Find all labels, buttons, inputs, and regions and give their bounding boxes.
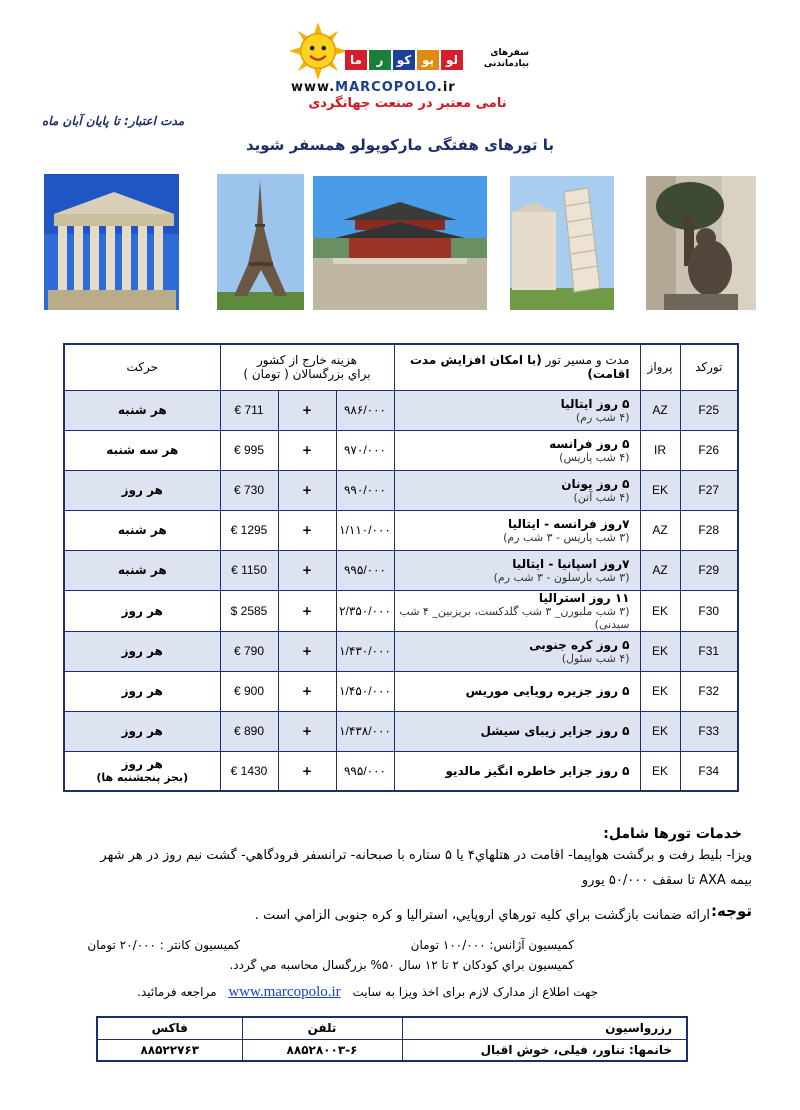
logo-tile: لو <box>441 50 463 70</box>
fax-number: ۸۸۵۲۲۷۶۳ <box>97 1039 242 1061</box>
route-title: ۵ روز کره جنوبی <box>529 637 630 652</box>
departure-days <box>64 711 220 751</box>
departure-text: هر روز <box>121 603 163 618</box>
parthenon-photo <box>44 174 179 310</box>
table-row <box>64 510 738 550</box>
visa-info-before: جهت اطلاع از مدارک لازم برای اخذ ویزا به سایت <box>352 985 598 999</box>
route-nights: (۴ شب آتن) <box>573 490 630 504</box>
departure-exception: (بجز پنجشنبه ها) <box>96 771 189 785</box>
logo-tile: ر <box>369 50 391 70</box>
price-foreign: 711 € <box>220 390 278 430</box>
tour-code: F33 <box>680 711 738 751</box>
departure-text: هر سه شنبه <box>106 443 179 457</box>
website-link[interactable]: www.marcopolo.ir <box>228 984 341 1000</box>
plus-sign: + <box>278 711 336 751</box>
counter-commission: کمیسیون کانتر : ۲۰/۰۰۰ تومان <box>87 938 240 952</box>
plus-sign: + <box>278 751 336 791</box>
route-nights: (۳ شب ملبورن_ ۳ شب گلدکست، بریزبین_ ۴ شب سیدنی) <box>399 604 630 631</box>
departure-days <box>64 510 220 550</box>
route-title: ۵ روز جزایر خاطره انگیز مالدیو <box>445 763 630 778</box>
price-toman: ۲/۳۵۰/۰۰۰ <box>336 590 394 631</box>
airline-code: IR <box>640 430 680 470</box>
contact-value-row <box>97 1039 687 1061</box>
tour-code: F25 <box>680 390 738 430</box>
departure-text: هر روز <box>121 483 163 497</box>
tour-route <box>394 671 640 711</box>
fax-header: فاکس <box>97 1017 242 1039</box>
table-row <box>64 671 738 711</box>
departure-days <box>64 390 220 430</box>
route-title: ۵ روز جزیره رویایی موریس <box>465 684 630 698</box>
plus-sign: + <box>278 671 336 711</box>
table-row <box>64 470 738 510</box>
departure-text: هر روز <box>121 644 163 658</box>
phone-header: تلفن <box>242 1017 402 1039</box>
logo-url-prefix: www. <box>291 80 336 95</box>
header-cost-line1: هزینه خارج از کشور <box>257 353 357 368</box>
departure-text: هر شنبه <box>117 523 167 537</box>
bear-and-strawberry-tree-madrid-photo <box>646 176 756 310</box>
table-row <box>64 711 738 751</box>
note-title: توجه: <box>711 902 752 920</box>
price-foreign: 2585 $ <box>220 590 278 631</box>
reservation-staff: خانمها: تناور، فیلی، خوش اقبال <box>402 1039 687 1061</box>
eiffel-tower-photo <box>217 174 304 310</box>
price-toman: ۱/۴۳۰/۰۰۰ <box>336 631 394 671</box>
header-cost-line2: براي بزرگسالان ( تومان ) <box>243 367 371 382</box>
airline-code: EK <box>640 671 680 711</box>
tour-code: F26 <box>680 430 738 470</box>
price-toman: ۹۹۵/۰۰۰ <box>336 751 394 791</box>
departure-days <box>64 550 220 590</box>
agency-commission: کمیسیون آژانس: ۱۰۰/۰۰۰ تومان <box>410 938 574 952</box>
route-title: ۷روز اسپانیا - ایتالیا <box>512 556 630 571</box>
plus-sign: + <box>278 390 336 430</box>
table-row <box>64 390 738 430</box>
price-toman: ۱/۱۱۰/۰۰۰ <box>336 510 394 550</box>
route-nights: (۳ شب بارسلون - ۳ شب رم) <box>493 570 630 584</box>
phone-number[interactable]: ۸۸۵۲۸۰۰۳-۶ <box>242 1039 402 1061</box>
departure-text: هر روز <box>121 724 163 738</box>
route-title: ۵ روز یونان <box>561 476 630 491</box>
tour-route <box>394 711 640 751</box>
tour-route <box>394 590 640 631</box>
price-toman: ۹۷۰/۰۰۰ <box>336 430 394 470</box>
departure-days <box>64 751 220 791</box>
header-route-bold: (با امکان افزایش مدت اقامت) <box>409 353 630 382</box>
departure-days <box>64 470 220 510</box>
plus-sign: + <box>278 590 336 631</box>
price-foreign: 1295 € <box>220 510 278 550</box>
airline-code: AZ <box>640 510 680 550</box>
tour-route <box>394 550 640 590</box>
table-row <box>64 631 738 671</box>
price-toman: ۹۹۰/۰۰۰ <box>336 470 394 510</box>
tour-code: F34 <box>680 751 738 791</box>
table-row <box>64 751 738 791</box>
marcopolo-logo <box>285 18 530 116</box>
contact-table <box>96 1016 688 1062</box>
plus-sign: + <box>278 470 336 510</box>
reservation-header: رزرواسیون <box>402 1017 687 1039</box>
plus-sign: + <box>278 430 336 470</box>
header-route <box>394 344 640 390</box>
services-line-2: بیمه AXA تا سقف ۵۰/۰۰۰ یورو <box>581 873 752 888</box>
airline-code: EK <box>640 590 680 631</box>
departure-text: هر شنبه <box>117 563 167 577</box>
logo-wordmark <box>345 50 463 70</box>
validity-text: مدت اعتبار: تا پایان آبان ماه <box>42 114 185 128</box>
price-toman: ۹۸۶/۰۰۰ <box>336 390 394 430</box>
route-nights: (۴ شب پاریس) <box>559 450 630 464</box>
visa-info-line <box>137 984 598 1001</box>
route-title: ۵ روز فرانسه <box>549 436 630 451</box>
airline-code: EK <box>640 631 680 671</box>
route-title: ۱۱ روز استرالیا <box>538 590 630 605</box>
header-airline: پرواز <box>640 344 680 390</box>
price-toman: ۱/۴۵۰/۰۰۰ <box>336 671 394 711</box>
route-nights: (۴ شب رم) <box>575 410 630 424</box>
route-nights: (۴ شب سئول) <box>561 651 630 665</box>
departure-days <box>64 430 220 470</box>
route-title: ۷روز فرانسه - ایتالیا <box>508 516 630 531</box>
plus-sign: + <box>278 550 336 590</box>
tour-route <box>394 631 640 671</box>
note-text: ارائه ضمانت بازگشت براي کلیه تورهاي اروپایي، استرالیا و کره جنوبی الزامي است . <box>254 908 710 923</box>
tour-code: F30 <box>680 590 738 631</box>
price-foreign: 1150 € <box>220 550 278 590</box>
departure-text: هر روز <box>121 757 163 772</box>
tour-code: F29 <box>680 550 738 590</box>
logo-url-name: MARCOPOLO <box>335 80 437 95</box>
departure-days <box>64 631 220 671</box>
table-row <box>64 430 738 470</box>
services-title: خدمات تورها شامل: <box>603 826 742 842</box>
route-title: ۵ روز ایتالیا <box>560 396 630 411</box>
tour-route <box>394 390 640 430</box>
airline-code: EK <box>640 470 680 510</box>
logo-tile: کو <box>393 50 415 70</box>
tour-code: F27 <box>680 470 738 510</box>
tour-code: F28 <box>680 510 738 550</box>
price-foreign: 890 € <box>220 711 278 751</box>
logo-tile: ما <box>345 50 367 70</box>
departure-text: هر روز <box>121 684 163 698</box>
tour-code: F31 <box>680 631 738 671</box>
price-foreign: 790 € <box>220 631 278 671</box>
brand-slogan: سفرهای بیادماندنی <box>483 48 529 69</box>
table-row <box>64 550 738 590</box>
price-toman: ۱/۴۳۸/۰۰۰ <box>336 711 394 751</box>
header-tour-code: تورکد <box>680 344 738 390</box>
departure-days <box>64 671 220 711</box>
logo-tagline: نامی معتبر در صنعت جهانگردی <box>308 96 507 111</box>
airline-code: AZ <box>640 550 680 590</box>
sun-mascot-icon <box>289 22 347 80</box>
logo-url-suffix: .ir <box>436 80 456 95</box>
tour-code: F32 <box>680 671 738 711</box>
price-foreign: 1430 € <box>220 751 278 791</box>
price-foreign: 900 € <box>220 671 278 711</box>
tour-table <box>63 343 739 792</box>
price-foreign: 995 € <box>220 430 278 470</box>
child-commission-note: کمیسیون براي کودکان ۲ تا ۱۲ سال ۵۰% بزرگسال محاسبه مي گردد. <box>229 958 574 972</box>
airline-code: AZ <box>640 390 680 430</box>
contact-header-row <box>97 1017 687 1039</box>
departure-days <box>64 590 220 631</box>
gyeongbokgung-palace-photo <box>313 176 487 310</box>
logo-url <box>291 80 456 95</box>
route-title: ۵ روز جزایر زیبای سیشل <box>480 724 630 738</box>
plus-sign: + <box>278 631 336 671</box>
route-nights: (۳ شب پاریس - ۳ شب رم) <box>503 530 630 544</box>
header-departure: حرکت <box>64 344 220 390</box>
services-line-1: ویزا- بلیط رفت و برگشت هواپیما- اقامت در هتلهاي۴ یا ۵ ستاره با صبحانه- ترانسفر فرودگاهي- گشت نیم روز در هر شهر <box>100 848 752 863</box>
table-header-row <box>64 344 738 390</box>
tour-route <box>394 751 640 791</box>
price-toman: ۹۹۵/۰۰۰ <box>336 550 394 590</box>
header-cost <box>220 344 394 390</box>
header-route-prefix: مدت و مسیر تور <box>545 353 630 368</box>
airline-code: EK <box>640 751 680 791</box>
airline-code: EK <box>640 711 680 751</box>
plus-sign: + <box>278 510 336 550</box>
visa-info-after: مراجعه فرمائید. <box>137 985 217 999</box>
logo-tile: پو <box>417 50 439 70</box>
tour-route <box>394 430 640 470</box>
departure-text: هر شنبه <box>117 403 167 417</box>
price-foreign: 730 € <box>220 470 278 510</box>
leaning-tower-of-pisa-photo <box>510 176 614 310</box>
page-headline: با تورهای هفتگی مارکوپولو همسفر شوید <box>245 136 555 154</box>
tour-route <box>394 510 640 550</box>
tour-route <box>394 470 640 510</box>
table-row <box>64 590 738 631</box>
